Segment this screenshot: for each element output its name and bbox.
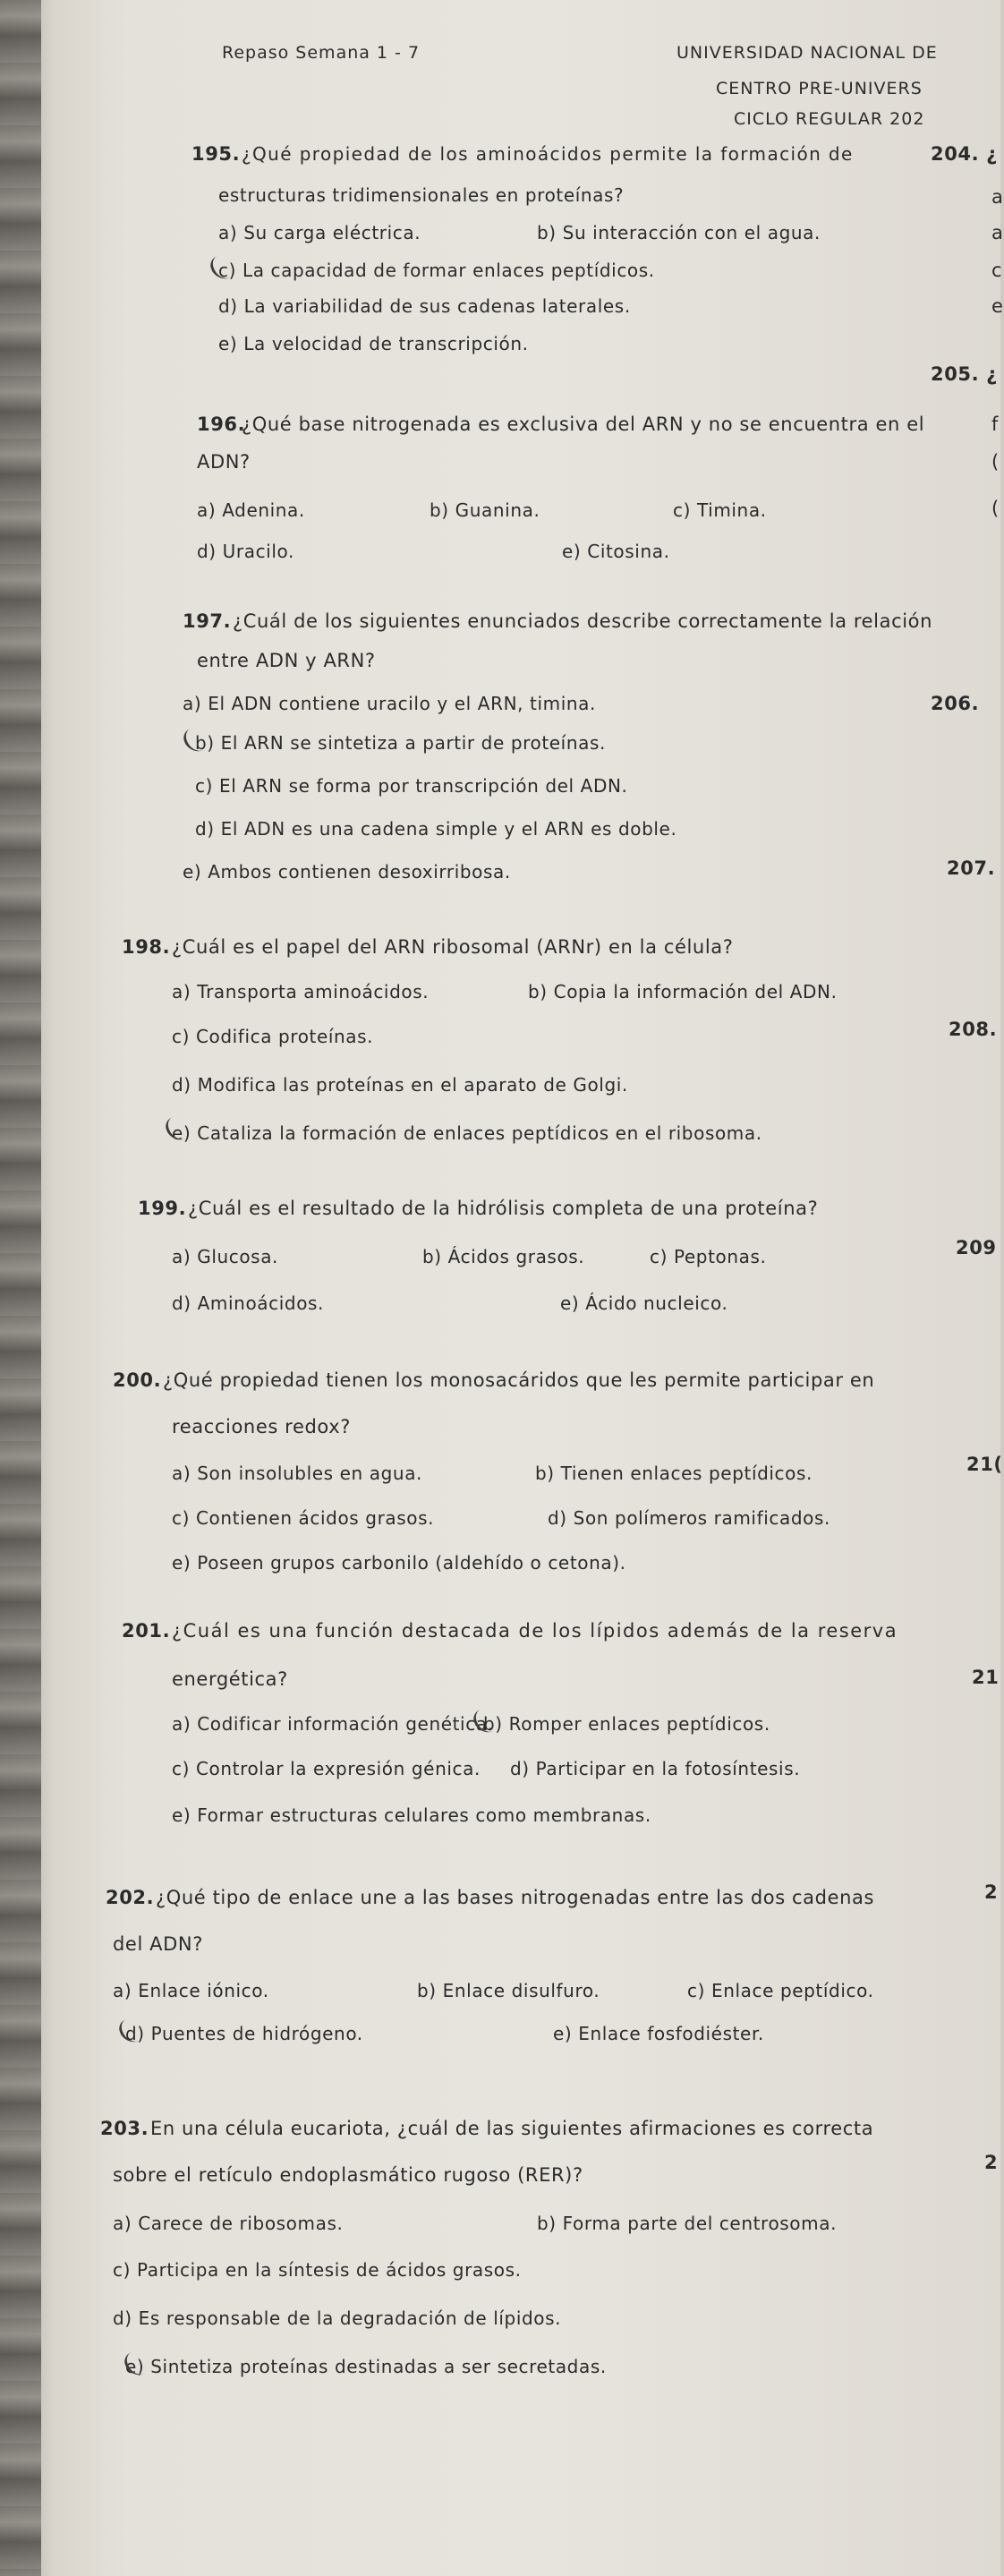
question-number: 200. (113, 1369, 162, 1391)
edge-fragment: a (991, 186, 1004, 208)
option: c) La capacidad de formar enlaces peptídicos. (218, 260, 655, 281)
edge-fragment: c (991, 260, 1003, 281)
option: c) Enlace peptídico. (687, 1980, 874, 2001)
edge-fragment: ( (991, 451, 1000, 473)
option: d) Aminoácidos. (172, 1292, 325, 1314)
edge-fragment: ( (991, 498, 1000, 519)
question-number: 203. (100, 2118, 149, 2139)
option: b) Copia la información del ADN. (528, 981, 838, 1002)
header-university: UNIVERSIDAD NACIONAL DE (676, 43, 938, 63)
option: a) Adenina. (197, 499, 305, 521)
next-column-205: 205. ¿ (931, 363, 998, 385)
option: d) Puentes de hidrógeno. (125, 2023, 363, 2044)
option: a) El ADN contiene uracilo y el ARN, timina. (183, 693, 596, 714)
next-column-204: 204. ¿ (931, 143, 998, 165)
option: c) Codifica proteínas. (172, 1026, 374, 1047)
option: d) Participar en la fotosíntesis. (510, 1758, 801, 1779)
question-number: 195. (191, 143, 241, 165)
option: d) Son polímeros ramificados. (548, 1507, 830, 1529)
question-text: ¿Qué tipo de enlace une a las bases nitrogenadas entre las dos cadenas (156, 1887, 875, 1908)
question-text: entre ADN y ARN? (197, 650, 376, 671)
question-text: ADN? (197, 451, 251, 473)
option: e) Ácido nucleico. (560, 1292, 728, 1314)
question-text: sobre el retículo endoplasmático rugoso (RER)? (113, 2164, 583, 2186)
option: e) Formar estructuras celulares como membranas. (172, 1804, 651, 1826)
question-text: energética? (172, 1668, 288, 1690)
question-text: ¿Qué propiedad tienen los monosacáridos que les permite participar en (163, 1369, 875, 1391)
option: d) El ADN es una cadena simple y el ARN es doble. (195, 818, 677, 840)
edge-fragment: e (991, 295, 1004, 317)
option: a) Su carga eléctrica. (218, 222, 421, 243)
option: d) Uracilo. (197, 541, 294, 562)
spiral-binding (0, 0, 41, 2576)
question-number: 196. (197, 414, 246, 435)
edge-fragment: a (991, 222, 1004, 243)
option: c) Participa en la síntesis de ácidos grasos. (113, 2259, 522, 2281)
option: e) Poseen grupos carbonilo (aldehído o cetona). (172, 1552, 626, 1574)
option: a) Son insolubles en agua. (172, 1463, 423, 1484)
edge-fragment: f (991, 414, 999, 435)
option: a) Glucosa. (172, 1246, 279, 1267)
option: e) Ambos contienen desoxirribosa. (183, 861, 511, 883)
next-column-210: 21( (966, 1454, 1003, 1475)
option: c) Controlar la expresión génica. (172, 1758, 481, 1779)
option: d) Es responsable de la degradación de lípidos. (113, 2307, 562, 2329)
header-left: Repaso Semana 1 - 7 (222, 43, 421, 63)
question-text: estructuras tridimensionales en proteínas? (218, 184, 625, 206)
question-text: reacciones redox? (172, 1416, 351, 1437)
option: d) La variabilidad de sus cadenas laterales. (218, 295, 631, 317)
option: c) Contienen ácidos grasos. (172, 1507, 435, 1529)
next-column-206: 206. (931, 693, 980, 714)
header-center: CENTRO PRE-UNIVERS (716, 79, 923, 98)
option: e) Sintetiza proteínas destinadas a ser secretadas. (125, 2356, 607, 2377)
option: a) Codificar información genética. (172, 1713, 494, 1735)
option: d) Modifica las proteínas en el aparato de Golgi. (172, 1074, 628, 1096)
next-column-213: 2 (984, 2152, 999, 2173)
question-text: ¿Qué propiedad de los aminoácidos permite la formación de (242, 143, 854, 165)
option: e) Citosina. (562, 541, 670, 562)
option: e) Enlace fosfodiéster. (553, 2023, 764, 2044)
option: e) La velocidad de transcripción. (218, 333, 529, 354)
question-text: ¿Cuál es el papel del ARN ribosomal (ARNr) en la célula? (172, 936, 734, 958)
next-column-212: 2 (984, 1881, 999, 1903)
question-text: ¿Cuál de los siguientes enunciados describe correctamente la relación (233, 610, 933, 632)
option: b) Forma parte del centrosoma. (537, 2213, 838, 2234)
option: b) Ácidos grasos. (422, 1246, 585, 1267)
option: e) Cataliza la formación de enlaces peptídicos en el ribosoma. (172, 1122, 762, 1144)
question-text: ¿Qué base nitrogenada es exclusiva del ARN y no se encuentra en el (242, 414, 925, 435)
option: c) El ARN se forma por transcripción del ADN. (195, 775, 628, 797)
option: a) Carece de ribosomas. (113, 2213, 344, 2234)
next-column-207: 207. (947, 857, 996, 879)
option: b) Su interacción con el agua. (537, 222, 821, 243)
option: c) Peptonas. (650, 1246, 767, 1267)
header-cycle: CICLO REGULAR 202 (734, 109, 925, 129)
next-column-209: 209 (956, 1237, 997, 1258)
option: b) El ARN se sintetiza a partir de proteínas. (195, 732, 606, 754)
question-number: 199. (138, 1198, 187, 1219)
question-text: ¿Cuál es una función destacada de los lípidos además de la reserva (172, 1620, 898, 1642)
next-column-211: 21 (972, 1667, 1000, 1688)
question-number: 198. (122, 936, 171, 958)
question-number: 201. (122, 1620, 171, 1642)
question-number: 197. (183, 610, 232, 632)
option: b) Romper enlaces peptídicos. (483, 1713, 770, 1735)
next-column-208: 208. (949, 1019, 998, 1040)
question-text: ¿Cuál es el resultado de la hidrólisis completa de una proteína? (188, 1198, 819, 1219)
option: b) Tienen enlaces peptídicos. (535, 1463, 813, 1484)
option: a) Enlace iónico. (113, 1980, 269, 2001)
option: b) Guanina. (430, 499, 540, 521)
option: c) Timina. (673, 499, 767, 521)
question-text: del ADN? (113, 1933, 203, 1955)
question-text: En una célula eucariota, ¿cuál de las siguientes afirmaciones es correcta (150, 2118, 874, 2139)
option: a) Transporta aminoácidos. (172, 981, 430, 1002)
option: b) Enlace disulfuro. (417, 1980, 600, 2001)
question-number: 202. (106, 1887, 155, 1908)
